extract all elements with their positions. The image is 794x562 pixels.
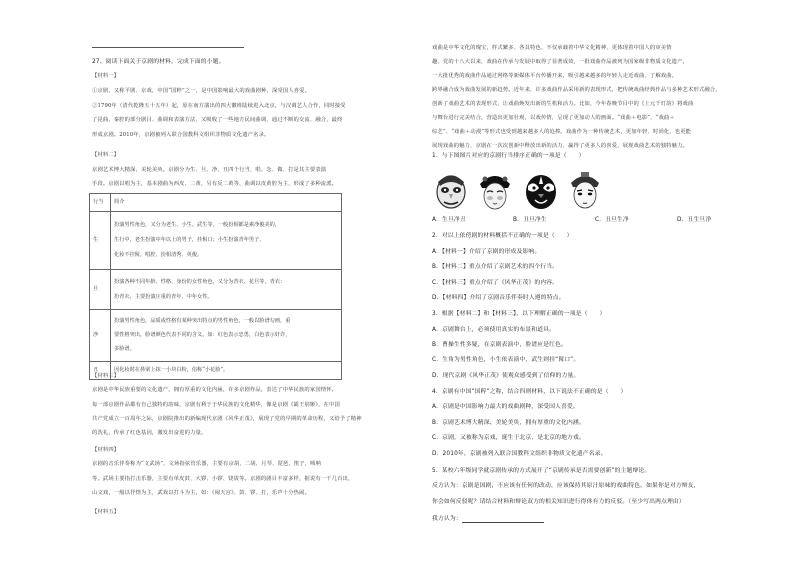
desc-line: 多脸谱。	[114, 346, 135, 352]
question-5-line: 你会如何反驳呢？请结合材料和辩论双方的相关知识进行得体有力的反驳。（至少写出两点理由）	[432, 499, 685, 505]
material-5-line: 一大批优秀的戏曲作品通过网络等新媒体平台传播开来，吸引越来越多的年轻人走近戏曲、了解戏曲。	[432, 73, 678, 79]
material-3-line: 每一部京剧作品都有自己独特的韵味，京剧有利于于华民族的文化精华，像是京剧《霸王别姬》，在中国	[92, 402, 340, 408]
question-3-option: C．生角为男性角色，小生依表演中，武生则挂“髯口”。	[432, 357, 580, 363]
question-5-line: 5．某校六年级同学就京剧传承的方式展开了“京剧传承是否需要创新”的主题辩论。	[432, 468, 651, 474]
material-5-line: 综艺”、“戏曲＋动漫”等形式也受到越来越多人的追捧。戏曲作为一种传统艺术，更加年轻、时尚化，也更能	[432, 129, 692, 135]
desc-cell	[111, 270, 342, 310]
role-cell: 生	[90, 212, 111, 270]
table-row	[90, 212, 342, 270]
question-3-option: B．曹操生性多疑，在京剧表演中，脸谱应是红色。	[432, 342, 567, 348]
material-3-line: 共产党成立一百周年之际，京剧院推出的新编现代京剧《风华正茂》，展现了党的早期的革命历程，又给予了精神	[92, 416, 362, 422]
opera-face-2-image	[476, 170, 514, 210]
question-1-option: D．丑生旦净	[677, 217, 712, 223]
material-5-line: 创新了戏曲艺术的表现形式，让戏曲焕发出新的生机和活力。比如，今年春晚节目中的《上元千灯韵》将戏曲	[432, 101, 694, 107]
question-4-option: B．京剧艺术博大精深、美轮美奂，拥有厚重的文化内涵。	[432, 420, 585, 426]
question-2-option: D．【材料四】介绍了京剧音乐伴奏时人遵的特点。	[432, 295, 565, 301]
question-4-stem: 4．京剧有中国“国粹”之称，结合四则材料，以下说法不正确的是（ ）	[432, 389, 627, 395]
question-1-stem: 1．与下图图片对应的京剧行当排序正确的一项是（ ）	[432, 153, 585, 159]
table-header-cell: 行当	[90, 194, 111, 212]
question-1-option: B．丑旦净生	[513, 217, 547, 223]
desc-cell	[111, 310, 342, 362]
material-1-line: 了昆曲、秦腔的部分剧目、曲调和表演方法，又吸收了一些地方民间曲调，通过不断的交流、融合，最终	[92, 117, 343, 123]
question-5-line: 反方认为：京剧是国剧，不应该有任何的改动，应该保持其原汁原味的戏曲特色。如果你是对方辩友，	[432, 483, 700, 489]
desc-line: 扮演男性角色，品质或性格有某种突出特点的男性角色，一般以脸谱勾画，重	[114, 318, 291, 324]
table-header-row	[90, 194, 342, 212]
question-4-option: D．2010年，京剧被列入联合国教科文组织非物质文化遗产名录。	[432, 451, 607, 457]
desc-line: 扮演各种不同年龄、性格、身份的女性角色，又分为青衣、花旦等，青衣：	[114, 278, 286, 285]
material-1-line: ①京剧，又称平剧、京戏，中国“国粹”之一，是中国影响最大的戏曲剧种，深受国人喜爱。	[92, 88, 311, 94]
question-2-option: C．【材料三】重点介绍了《风华正茂》的内容。	[432, 280, 559, 286]
question-4-option: A．京剧是中国影响力最大的戏曲剧种，深受国人喜爱。	[432, 404, 579, 410]
material-5-line: 戏曲是中华文化的瑰宝，样式繁多、各具特色，不仅承载着中华文化精神，更体现着中国人的审美情	[432, 45, 672, 51]
material-2-label: 【材料二】	[92, 152, 120, 158]
question-2-option: B．【材料二】重点介绍了京剧艺术的四个行当。	[432, 264, 559, 270]
opera-face-1-image	[432, 170, 470, 210]
answer-label: 我方认为：	[432, 516, 462, 523]
material-2-line: 京剧艺术博大精深，美轮美奂。京剧分为生、旦、净、丑四个行当，唱、念、做、打是其主要表演	[92, 167, 327, 173]
desc-cell: 因化妆时在鼻梁上抹一小块白粉，俗称“小花脸”。	[111, 362, 342, 380]
material-5-line: 跨界融合成为戏曲发展的新趋势。近年来，许多戏曲作品采用新的表现形式，把传统戏曲经典作品与多种艺术形式融合，	[432, 87, 721, 93]
desc-cell	[111, 212, 342, 270]
header-rule	[92, 47, 244, 48]
table-row	[90, 362, 342, 380]
question-2-stem: 2．对以上依傍剧的材料概括不正确的一项是（ ）	[432, 233, 573, 239]
material-3-line: 的洗礼，传承了红色基因，激发出奋进的力量。	[92, 430, 207, 436]
material-4-line: 山文戏，一般以抒情为主，武戏以打斗为主，如：《闹天宫》、鼓、锣、打，乐声十分热闹。	[92, 490, 311, 496]
roles-table	[89, 193, 342, 380]
opera-face-4-image	[566, 170, 604, 210]
opera-face-3-image	[522, 170, 560, 210]
material-5-line: 展现戏曲的魅力，京剧在一次次创新中释放出新的活力，赢得了更多人的喜爱，展现戏曲艺术的独特魅力。	[432, 143, 689, 149]
table-row	[90, 310, 342, 362]
question-1-option: C．丑旦生净	[595, 217, 629, 223]
material-1-line: 形成京剧。2010年，京剧被列入联合国教科文组织非物质文化遗产名录。	[92, 132, 270, 138]
material-4-label: 【材料四】	[92, 447, 120, 453]
question-3-stem: 3．根据【材料二】和【材料三】，以下理解正确的一项是（ ）	[432, 311, 606, 317]
role-cell: 丑	[90, 362, 111, 380]
desc-line: 生行中，老生扮演中年以上的男子，挂髯口；小生扮演青年男子，	[114, 237, 265, 243]
material-3-line: 京剧是中华民族重要的文化遗产，拥有厚重的文化内涵，许多京剧作品，表达了中华民族的家国情怀。	[92, 387, 338, 393]
table-row	[90, 270, 342, 310]
material-3-label: 【材料三】	[92, 373, 120, 379]
question-4-option: C．京剧，又被称为京戏，诞生于北京，是北京的地方戏。	[432, 435, 585, 441]
question-title: 27、阅读下面关于京剧的材料，完成下面的小题。	[92, 59, 225, 65]
desc-line: 化妆不挂髯，唱腔、扮相清秀、英俊。	[114, 252, 203, 258]
question-3-option: D．现代京剧《风华正茂》使观众感受到了信仰的力量。	[432, 373, 580, 379]
material-5-line: 趣。党的十八大以来，戏曲在传承与发展中取得了显著成效，一批戏曲作品被列为国家级非物质文化遗产，	[432, 59, 689, 65]
material-1-label: 【材料一】	[92, 73, 120, 79]
desc-line: 扮演男性角色，又分为老生、小生、武生等，一般扮相都是素净俊美的，	[114, 222, 281, 228]
material-4-line: 等。武场主要指打击乐器，主要有单皮鼓、大锣、小锣、铙钹等。京剧的剧目丰富多样，据说有一千几百出，	[92, 476, 354, 482]
answer-blank-line[interactable]	[462, 516, 544, 523]
table-header-cell: 简介	[111, 194, 342, 212]
material-1-line: ②1790年（清代乾隆五十五年）起，原在南方演出的四大徽班陆续进入北京，与汉调艺人合作，同时接受	[92, 103, 346, 109]
question-2-option: A．【材料一】介绍了京剧的形成及影响。	[432, 249, 541, 255]
role-cell: 净	[90, 310, 111, 362]
material-5-line: 与舞台进行完美结合，营造出更加壮观，以戏传情，呈现了更加动人的画面。“戏曲＋电影”、“戏曲＋	[432, 115, 675, 121]
desc-line: 要性格突出，脸谱颜色代表不同的含义，如：红色表示忠勇，白色表示奸诈，	[114, 332, 291, 338]
material-2-line: 手段。京剧以唱为主，基本剧曲为西皮、二黄，另有反二黄等，曲调以皮黄腔为主，形成了多种流派。	[92, 181, 338, 187]
desc-line: 扮青衣，主要扮演庄重的青年、中年女性。	[114, 293, 213, 300]
answer-area	[432, 516, 544, 523]
material-4-line: 京剧的音乐伴奏称为“文武场”，文场指弦管乐器，主要有京胡、二胡、月琴、琵琶，笛子，唢呐	[92, 461, 322, 467]
question-3-option: A．京剧舞台上，必须使用真实的布景和道具。	[432, 327, 556, 333]
material-5-label: 【材料五】	[92, 509, 120, 515]
role-cell: 旦	[90, 270, 111, 310]
question-1-option: A．生旦净丑	[432, 217, 466, 223]
